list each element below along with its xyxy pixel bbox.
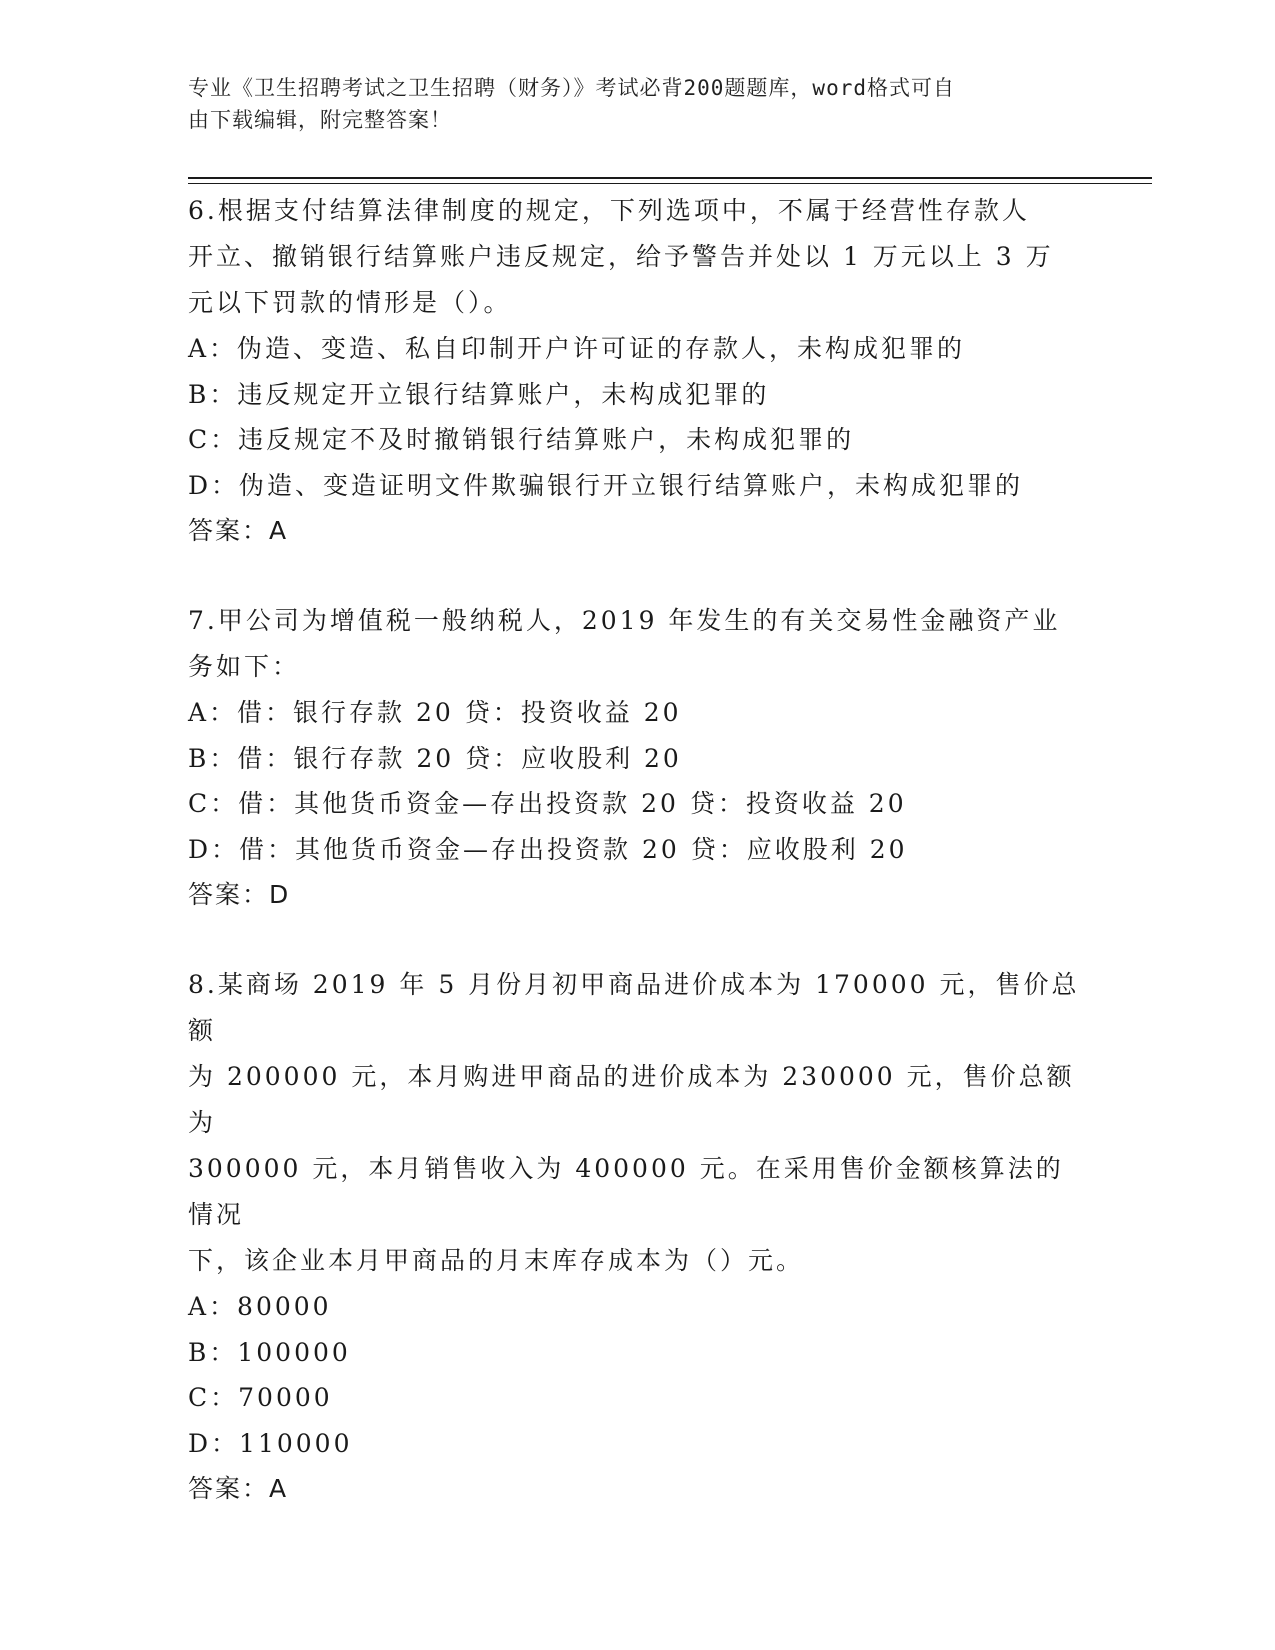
option-c: C：违反规定不及时撤销银行结算账户，未构成犯罪的	[188, 425, 855, 454]
option-d: D：借：其他货币资金—存出投资款 20 贷：应收股利 20	[188, 834, 908, 864]
answer-line: 答案：D	[188, 880, 291, 909]
question-6	[188, 188, 1088, 554]
question-stem-line: 务如下：	[188, 652, 301, 681]
question-7	[188, 598, 1088, 918]
option-a: A：借：银行存款 20 贷：投资收益 20	[188, 698, 682, 727]
option-b: B：违反规定开立银行结算账户，未构成犯罪的	[188, 379, 770, 409]
question-stem-line: 6.根据支付结算法律制度的规定，下列选项中，不属于经营性存款人	[188, 196, 1030, 225]
option-b: B：借：银行存款 20 贷：应收股利 20	[188, 743, 682, 773]
question-stem-line: 300000 元，本月销售收入为 400000 元。在采用售价金额核算法的情况	[188, 1154, 1064, 1229]
header-divider-thin	[188, 183, 1152, 184]
question-stem-line: 开立、撤销银行结算账户违反规定，给予警告并处以 1 万元以上 3 万	[188, 242, 1054, 271]
question-stem-line: 8.某商场 2019 年 5 月份月初甲商品进价成本为 170000 元，售价总额	[188, 970, 1080, 1045]
option-d: D：伪造、变造证明文件欺骗银行开立银行结算账户，未构成犯罪的	[188, 470, 1024, 500]
answer-line: 答案：A	[188, 1474, 289, 1503]
option-a: A：伪造、变造、私自印制开户许可证的存款人，未构成犯罪的	[188, 334, 966, 363]
question-stem-line: 元以下罚款的情形是（）。	[188, 288, 512, 317]
question-stem-line: 下，该企业本月甲商品的月末库存成本为（）元。	[188, 1246, 805, 1275]
option-c: C：70000	[188, 1383, 333, 1412]
answer-line: 答案：A	[188, 516, 289, 545]
question-8	[188, 962, 1088, 1512]
document-header	[188, 72, 1068, 136]
header-divider-thick	[188, 177, 1152, 179]
header-line-2: 由下载编辑，附完整答案！	[188, 108, 452, 132]
question-stem-line: 7.甲公司为增值税一般纳税人，2019 年发生的有关交易性金融资产业	[188, 606, 1061, 635]
option-a: A：80000	[188, 1292, 332, 1321]
option-b: B：100000	[188, 1337, 351, 1367]
option-c: C：借：其他货币资金—存出投资款 20 贷：投资收益 20	[188, 789, 907, 818]
header-line-1: 专业《卫生招聘考试之卫生招聘（财务）》考试必背200题题库，word格式可自	[188, 76, 955, 100]
option-d: D：110000	[188, 1428, 353, 1458]
question-stem-line: 为 200000 元，本月购进甲商品的进价成本为 230000 元，售价总额为	[188, 1062, 1075, 1137]
